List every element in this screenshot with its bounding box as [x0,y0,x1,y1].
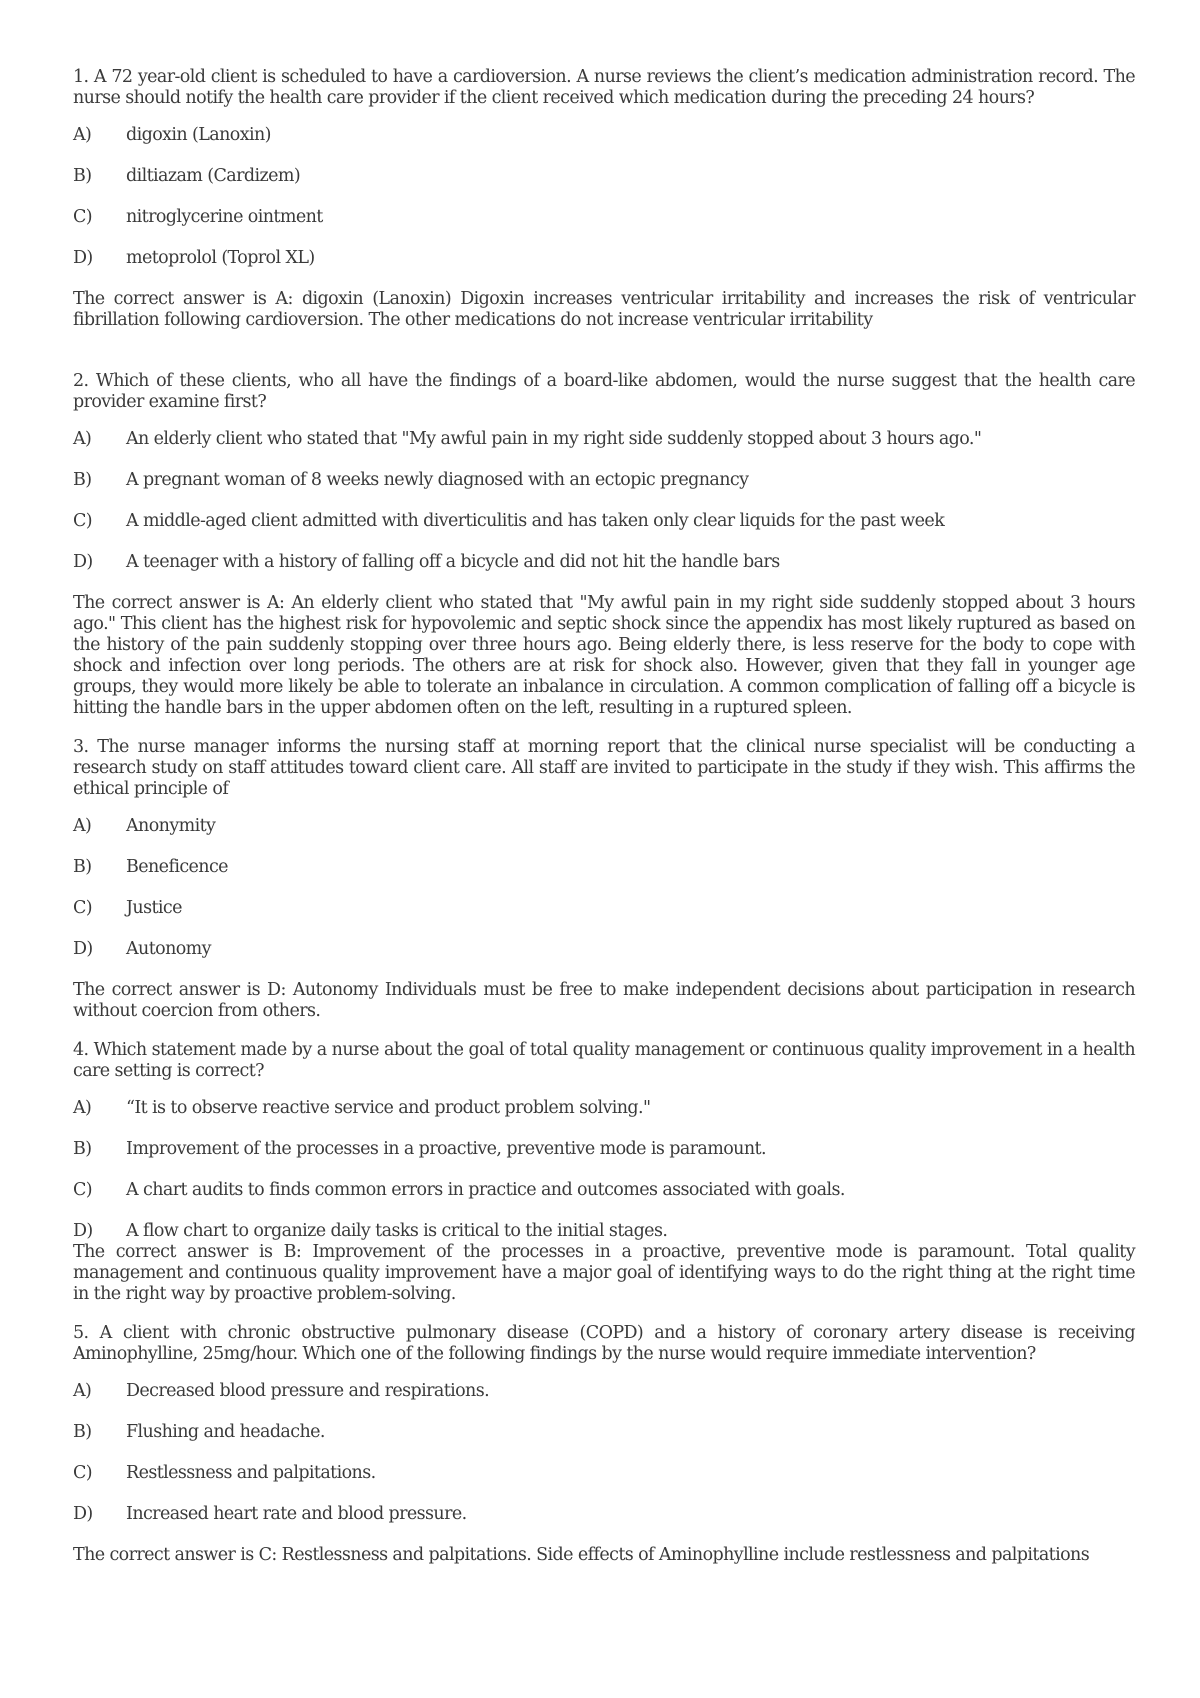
option-letter: A) [73,125,92,145]
option-letter: B) [73,1139,92,1159]
option-a [73,1381,1135,1402]
answer-explanation: The correct answer is C: Restlessness and palpitations. Side effects of Aminophylline include restlessness and palpitations [73,1545,1090,1565]
question-5 [73,1323,1135,1566]
option-text: “It is to observe reactive service and product problem solving." [126,1098,651,1118]
question-text: 4. Which statement made by a nurse about the goal of total quality management or continuous quality improvement in a health care setting is correct? [73,1040,1135,1081]
question-text: 5. A client with chronic obstructive pulmonary disease (COPD) and a history of coronary artery disease is receiving Aminophylline, 25mg/hour. Which one of the following findings by the nurse would require immediate intervention? [73,1323,1135,1364]
option-a [73,816,1135,837]
option-letter: C) [73,898,93,918]
option-letter: C) [73,1180,93,1200]
option-text: Flushing and headache. [126,1422,325,1442]
option-letter: A) [73,816,92,836]
option-a [73,125,1135,146]
option-text: diltiazam (Cardizem) [126,166,301,186]
option-text: A pregnant woman of 8 weeks newly diagnosed with an ectopic pregnancy [126,470,749,490]
question-2 [73,371,1135,719]
option-letter: C) [73,511,93,531]
option-c [73,511,1135,532]
option-letter: D) [73,939,93,959]
option-letter: A) [73,1381,92,1401]
option-text: nitroglycerine ointment [126,207,323,227]
question-text: 3. The nurse manager informs the nursing staff at morning report that the clinical nurse specialist will be conducting a research study on staff attitudes toward client care. All staff are invited to participate in the study if they wish. This affirms the ethical principle of [73,737,1135,799]
option-text: Autonomy [126,939,211,959]
option-text: Increased heart rate and blood pressure. [126,1504,467,1524]
option-b [73,1422,1135,1443]
option-d [73,248,1135,269]
option-letter: B) [73,166,92,186]
option-d [73,939,1135,960]
option-c [73,1180,1135,1201]
option-letter: B) [73,470,92,490]
answer-explanation: The correct answer is B: Improvement of the processes in a proactive, preventive mode is paramount. Total quality management and continuous quality improvement have a major goal of identifying ways to do the right thing at the right time in the right way by proactive problem-solving. [73,1242,1135,1304]
option-text: metoprolol (Toprol XL) [126,248,315,268]
option-text: Beneficence [126,857,228,877]
option-text: Restlessness and palpitations. [126,1463,376,1483]
option-text: A teenager with a history of falling off a bicycle and did not hit the handle bars [126,552,780,572]
option-letter: B) [73,1422,92,1442]
option-letter: D) [73,552,93,572]
option-b [73,470,1135,491]
question-4 [73,1040,1135,1305]
option-c [73,207,1135,228]
option-d [73,1221,1135,1242]
question-1 [73,67,1135,331]
option-b [73,166,1135,187]
answer-explanation: The correct answer is D: Autonomy Individuals must be free to make independent decisions about participation in research without coercion from others. [73,980,1135,1021]
option-text: Anonymity [126,816,216,836]
option-text: Decreased blood pressure and respirations. [126,1381,490,1401]
answer-explanation: The correct answer is A: An elderly client who stated that "My awful pain in my right side suddenly stopped about 3 hours ago." This client has the highest risk for hypovolemic and septic shock since the appendix has most likely ruptured as based on the history of the pain suddenly stopping over three hours ago. Being elderly there, is less reserve for the body to cope with shock and infection over long periods. The others are at risk for shock also. However, given that they fall in younger age groups, they would more likely be able to tolerate an inbalance in circulation. A common complication of falling off a bicycle is hitting the handle bars in the upper abdomen often on the left, resulting in a ruptured spleen. [73,593,1135,718]
option-a [73,1098,1135,1119]
option-letter: C) [73,207,93,227]
option-c [73,898,1135,919]
option-b [73,857,1135,878]
option-d [73,1504,1135,1525]
option-text: A middle-aged client admitted with diverticulitis and has taken only clear liquids for the past week [126,511,945,531]
question-text: 1. A 72 year-old client is scheduled to have a cardioversion. A nurse reviews the client’s medication administration record. The nurse should notify the health care provider if the client received which medication during the preceding 24 hours? [73,67,1135,108]
question-text: 2. Which of these clients, who all have the findings of a board-like abdomen, would the nurse suggest that the health care provider examine first? [73,371,1135,412]
option-a [73,429,1135,450]
option-letter: A) [73,429,92,449]
option-text: A chart audits to finds common errors in practice and outcomes associated with goals. [126,1180,845,1200]
option-letter: C) [73,1463,93,1483]
option-letter: D) [73,1221,93,1241]
option-text: Improvement of the processes in a proactive, preventive mode is paramount. [126,1139,766,1159]
option-text: Justice [126,898,182,918]
option-b [73,1139,1135,1160]
option-letter: D) [73,1504,93,1524]
question-3 [73,737,1135,1022]
option-text: digoxin (Lanoxin) [126,125,271,145]
document-page [73,67,1135,1584]
option-letter: A) [73,1098,92,1118]
option-text: A flow chart to organize daily tasks is critical to the initial stages. [126,1221,668,1241]
answer-explanation: The correct answer is A: digoxin (Lanoxin) Digoxin increases ventricular irritability and increases the risk of ventricular fibrillation following cardioversion. The other medications do not increase ventricular irritability [73,289,1135,330]
option-c [73,1463,1135,1484]
option-letter: B) [73,857,92,877]
option-d [73,552,1135,573]
option-letter: D) [73,248,93,268]
option-text: An elderly client who stated that "My awful pain in my right side suddenly stopped about 3 hours ago." [126,429,982,449]
